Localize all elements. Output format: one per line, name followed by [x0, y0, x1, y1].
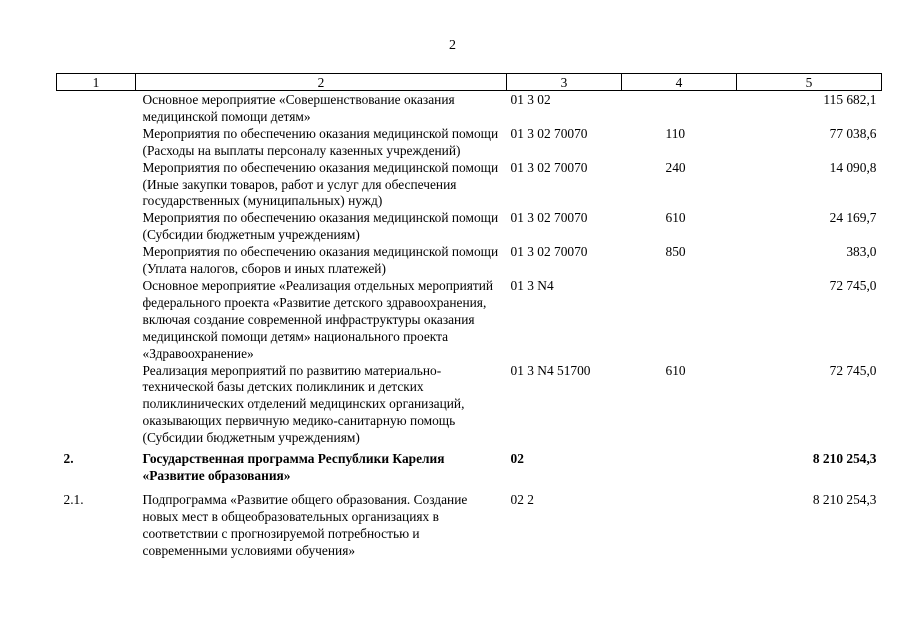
row-name: Реализация мероприятий по развитию материально-технической базы детских поликлиник и детских поликлинических отделений медицинских организаций, оказывающих первичную медико-санитарную помощь (Субсидии бюджетным учреждениям)	[142, 362, 465, 446]
table-row	[57, 278, 882, 363]
row-code: 01 3 02 70070	[510, 210, 588, 226]
row-number	[57, 210, 136, 244]
header-col-2: 2	[136, 74, 507, 91]
page-number: 2	[449, 38, 456, 53]
row-expense-type	[622, 278, 737, 363]
table-row	[57, 91, 882, 126]
table-row	[57, 210, 882, 244]
table-row	[57, 363, 882, 448]
row-code: 01 3 02 70070	[510, 244, 588, 260]
row-number	[57, 278, 136, 363]
row-name: Мероприятия по обеспечению оказания медицинской помощи (Иные закупки товаров, работ и услуг для обеспечения государственных (муниципальных) нужд)	[142, 159, 499, 209]
row-expense-type	[622, 91, 737, 126]
row-number	[57, 126, 136, 160]
header-row	[57, 74, 882, 91]
row-name: Подпрограмма «Развитие общего образования. Создание новых мест в общеобразовательных организациях в соответствии с прогнозируемой потребностью и современными условиями обучения»	[142, 491, 468, 558]
row-expense-type: 240	[665, 159, 686, 175]
row-number	[57, 244, 136, 278]
row-number	[57, 91, 136, 126]
row-name: Мероприятия по обеспечению оказания медицинской помощи (Расходы на выплаты персоналу казенных учреждений)	[142, 125, 499, 158]
row-expense-type: 610	[665, 210, 686, 226]
row-code: 02	[510, 451, 524, 467]
row-name: Мероприятия по обеспечению оказания медицинской помощи (Уплата налогов, сборов и иных платежей)	[142, 244, 499, 277]
row-amount: 115 682,1	[823, 92, 877, 107]
header-col-1: 1	[57, 74, 136, 91]
row-expense-type: 850	[665, 244, 686, 260]
table-row	[57, 126, 882, 160]
row-number	[57, 160, 136, 211]
row-amount: 14 090,8	[829, 159, 877, 175]
row-number: 2.	[63, 451, 74, 467]
row-number	[57, 363, 136, 448]
row-name: Основное мероприятие «Реализация отдельных мероприятий федерального проекта «Развитие детского здравоохранения, включая создание современной инфраструктуры оказания медицинской помощи детям» национального проекта «Здравоохранение»	[142, 277, 494, 361]
header-col-4: 4	[622, 74, 737, 91]
row-name: Государственная программа Республики Карелия «Развитие образования»	[142, 451, 445, 483]
row-code: 01 3 02 70070	[510, 125, 588, 141]
header-col-3: 3	[507, 74, 622, 91]
table-row	[57, 160, 882, 211]
row-expense-type: 610	[665, 362, 686, 378]
row-code: 02 2	[510, 491, 534, 507]
row-amount: 72 745,0	[829, 362, 877, 378]
row-expense-type: 110	[665, 125, 686, 141]
row-code: 01 3 N4 51700	[510, 362, 591, 378]
row-amount: 8 210 254,3	[812, 491, 877, 507]
row-code: 01 3 02 70070	[510, 159, 588, 175]
row-name: Основное мероприятие «Совершенствование оказания медицинской помощи детям»	[142, 92, 455, 124]
row-code: 01 3 N4	[510, 277, 554, 293]
row-amount: 24 169,7	[829, 210, 877, 226]
table-row-program	[57, 447, 882, 485]
row-code: 01 3 02	[510, 92, 551, 107]
row-name: Мероприятия по обеспечению оказания медицинской помощи (Субсидии бюджетным учреждениям)	[142, 210, 499, 243]
row-amount: 77 038,6	[829, 125, 877, 141]
row-number: 2.1.	[63, 491, 84, 507]
table-row-subprogram	[57, 485, 882, 560]
row-amount: 8 210 254,3	[812, 451, 877, 467]
table-row	[57, 244, 882, 278]
row-expense-type	[622, 447, 737, 485]
row-amount: 383,0	[846, 244, 877, 260]
row-amount: 72 745,0	[829, 277, 877, 293]
budget-table	[56, 73, 882, 559]
row-expense-type	[622, 485, 737, 560]
header-col-5: 5	[737, 74, 882, 91]
